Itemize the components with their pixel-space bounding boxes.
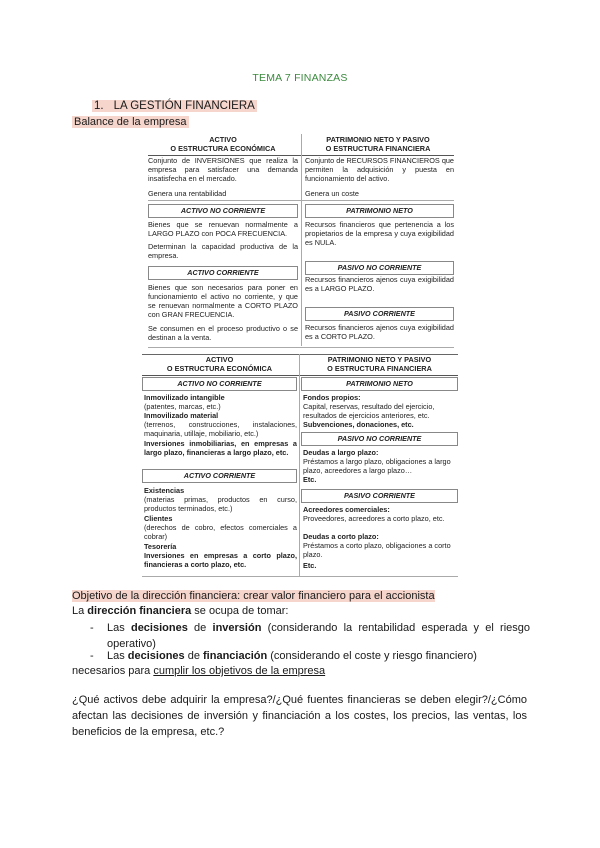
t1-ac-text2: Se consumen en el proceso productivo o se destinan a la venta.	[148, 324, 298, 342]
t1-right-desc: Conjunto de RECURSOS FINANCIEROS que permiten la adquisición y puesta en funcionamiento del activo.	[305, 156, 454, 183]
section-number: 1.	[94, 100, 104, 112]
t1-left-gen: Genera una rentabilidad	[148, 189, 227, 198]
t2-inv-inmob: Inversiones inmobiliarias, en empresas a largo plazo, financieras a largo plazo, etc.	[144, 439, 297, 457]
t2-pn-box: PATRIMONIO NETO	[301, 377, 458, 391]
document-title: TEMA 7 FINANZAS	[252, 72, 348, 84]
t1-right-gen: Genera un coste	[305, 189, 359, 198]
t1-ac-box: ACTIVO CORRIENTE	[148, 266, 298, 280]
t2-ac-box: ACTIVO CORRIENTE	[142, 469, 297, 483]
t1-pc-box: PASIVO CORRIENTE	[305, 307, 454, 321]
t2-deudas-cp-detail: Préstamos a corto plazo, obligaciones a corto plazo.	[303, 541, 451, 559]
t2-existencias: Existencias	[144, 486, 185, 495]
t2-inmov-intangible-detail: (patentes, marcas, etc.)	[144, 402, 221, 411]
t2-etc-2: Etc.	[303, 561, 317, 570]
t1-pnc-text: Recursos financieros ajenos cuya exigibilidad es a LARGO PLAZO.	[305, 275, 454, 293]
t1-left-desc: Conjunto de INVERSIONES que realiza la empresa para satisfacer una demanda insatisfecha en el mercado.	[148, 156, 298, 183]
t2-acreedores-detail: Proveedores, acreedores a corto plazo, etc.	[303, 514, 445, 523]
t2-pnc-box: PASIVO NO CORRIENTE	[301, 432, 458, 446]
t1-right-head-1: PATRIMONIO NETO Y PASIVO	[326, 135, 430, 144]
t1-left-head-1: ACTIVO	[209, 135, 237, 144]
bullet-dash: -	[90, 622, 94, 634]
subsection-heading: Balance de la empresa	[74, 116, 187, 128]
t2-deudas-cp: Deudas a corto plazo:	[303, 532, 379, 541]
t1-anc-text1: Bienes que se renuevan normalmente a LARGO PLAZO con POCA FRECUENCIA.	[148, 220, 298, 238]
t1-right-head-2: O ESTRUCTURA FINANCIERA	[325, 144, 431, 153]
t2-fondos: Fondos propios:	[303, 393, 361, 402]
t2-clientes-detail: (derechos de cobro, efectos comerciales a cobrar)	[144, 523, 297, 541]
direccion-line: La dirección financiera se ocupa de tomar:	[72, 605, 289, 617]
t2-acreedores: Acreedores comerciales:	[303, 505, 390, 514]
t2-inmov-intangible: Inmovilizado intangible	[144, 393, 225, 402]
t2-inv-cp: Inversiones en empresas a corto plazo, financieras a corto plazo, etc.	[144, 551, 297, 569]
t1-pn-box: PATRIMONIO NETO	[305, 204, 454, 218]
t2-deudas-lp-detail: Préstamos a largo plazo, obligaciones a largo plazo, acreedores a largo plazo…	[303, 457, 451, 475]
section-label: LA GESTIÓN FINANCIERA	[113, 100, 255, 112]
necesarios-line: necesarios para cumplir los objetivos de la empresa	[72, 665, 326, 677]
t2-clientes: Clientes	[144, 514, 173, 523]
t1-anc-box: ACTIVO NO CORRIENTE	[148, 204, 298, 218]
t1-ac-text1: Bienes que son necesarios para poner en funcionamiento el activo no corriente, y que se renuevan normalmente a CORTO PLAZO con GRAN FRECUENCIA.	[148, 283, 298, 319]
t2-fondos-detail: Capital, reservas, resultado del ejercicio, resultados de ejercicios anteriores, etc.	[303, 402, 435, 420]
bullet-financiacion: - Las decisiones de financiación (considerando el coste y riesgo financiero)	[90, 650, 477, 662]
t2-pc-box: PASIVO CORRIENTE	[301, 489, 458, 503]
t2-inmov-material: Inmovilizado material	[144, 411, 219, 420]
t2-right-head-2: O ESTRUCTURA FINANCIERA	[327, 364, 432, 373]
t2-subvenciones: Subvenciones, donaciones, etc.	[303, 420, 414, 429]
objective-line: Objetivo de la dirección financiera: crear valor financiero para el accionista	[72, 590, 435, 602]
t1-left-head-2: O ESTRUCTURA ECONÓMICA	[170, 144, 276, 153]
objectives-link: cumplir los objetivos de la empresa	[153, 665, 326, 677]
t2-right-head-1: PATRIMONIO NETO Y PASIVO	[327, 355, 432, 364]
questions-paragraph: ¿Qué activos debe adquirir la empresa?/¿Qué fuentes financieras se deben elegir?/¿Cómo afectan las decisiones de inversión y financiación a los costes, los precios, las ventas, los beneficios de la empresa, etc.?	[72, 694, 527, 738]
t2-existencias-detail: (materias primas, productos en curso, productos terminados, etc.)	[144, 495, 297, 513]
t1-pn-text: Recursos financieros que pertenencia a los propietarios de la empresa y cuya exigibilidad es NULA.	[305, 220, 454, 247]
t1-pc-text: Recursos financieros ajenos cuya exigibilidad es a CORTO PLAZO.	[305, 323, 454, 341]
t2-left-head-1: ACTIVO	[205, 355, 234, 364]
bullet-dash: -	[90, 650, 94, 662]
t2-inmov-material-detail: (terrenos, construcciones, instalaciones, maquinaria, utillaje, mobiliario, etc.)	[144, 420, 297, 438]
t2-left-head-2: O ESTRUCTURA ECONÓMICA	[166, 364, 273, 373]
t2-tesoreria: Tesorería	[144, 542, 177, 551]
t2-deudas-lp: Deudas a largo plazo:	[303, 448, 379, 457]
t1-pnc-box: PASIVO NO CORRIENTE	[305, 261, 454, 275]
t1-anc-text2: Determinan la capacidad productiva de la empresa.	[148, 242, 298, 260]
bullet-inversion: - Las decisiones de inversión (considerando la rentabilidad esperada y el riesgo operativo)	[90, 622, 531, 650]
t2-etc-1: Etc.	[303, 475, 317, 484]
t2-anc-box: ACTIVO NO CORRIENTE	[142, 377, 297, 391]
